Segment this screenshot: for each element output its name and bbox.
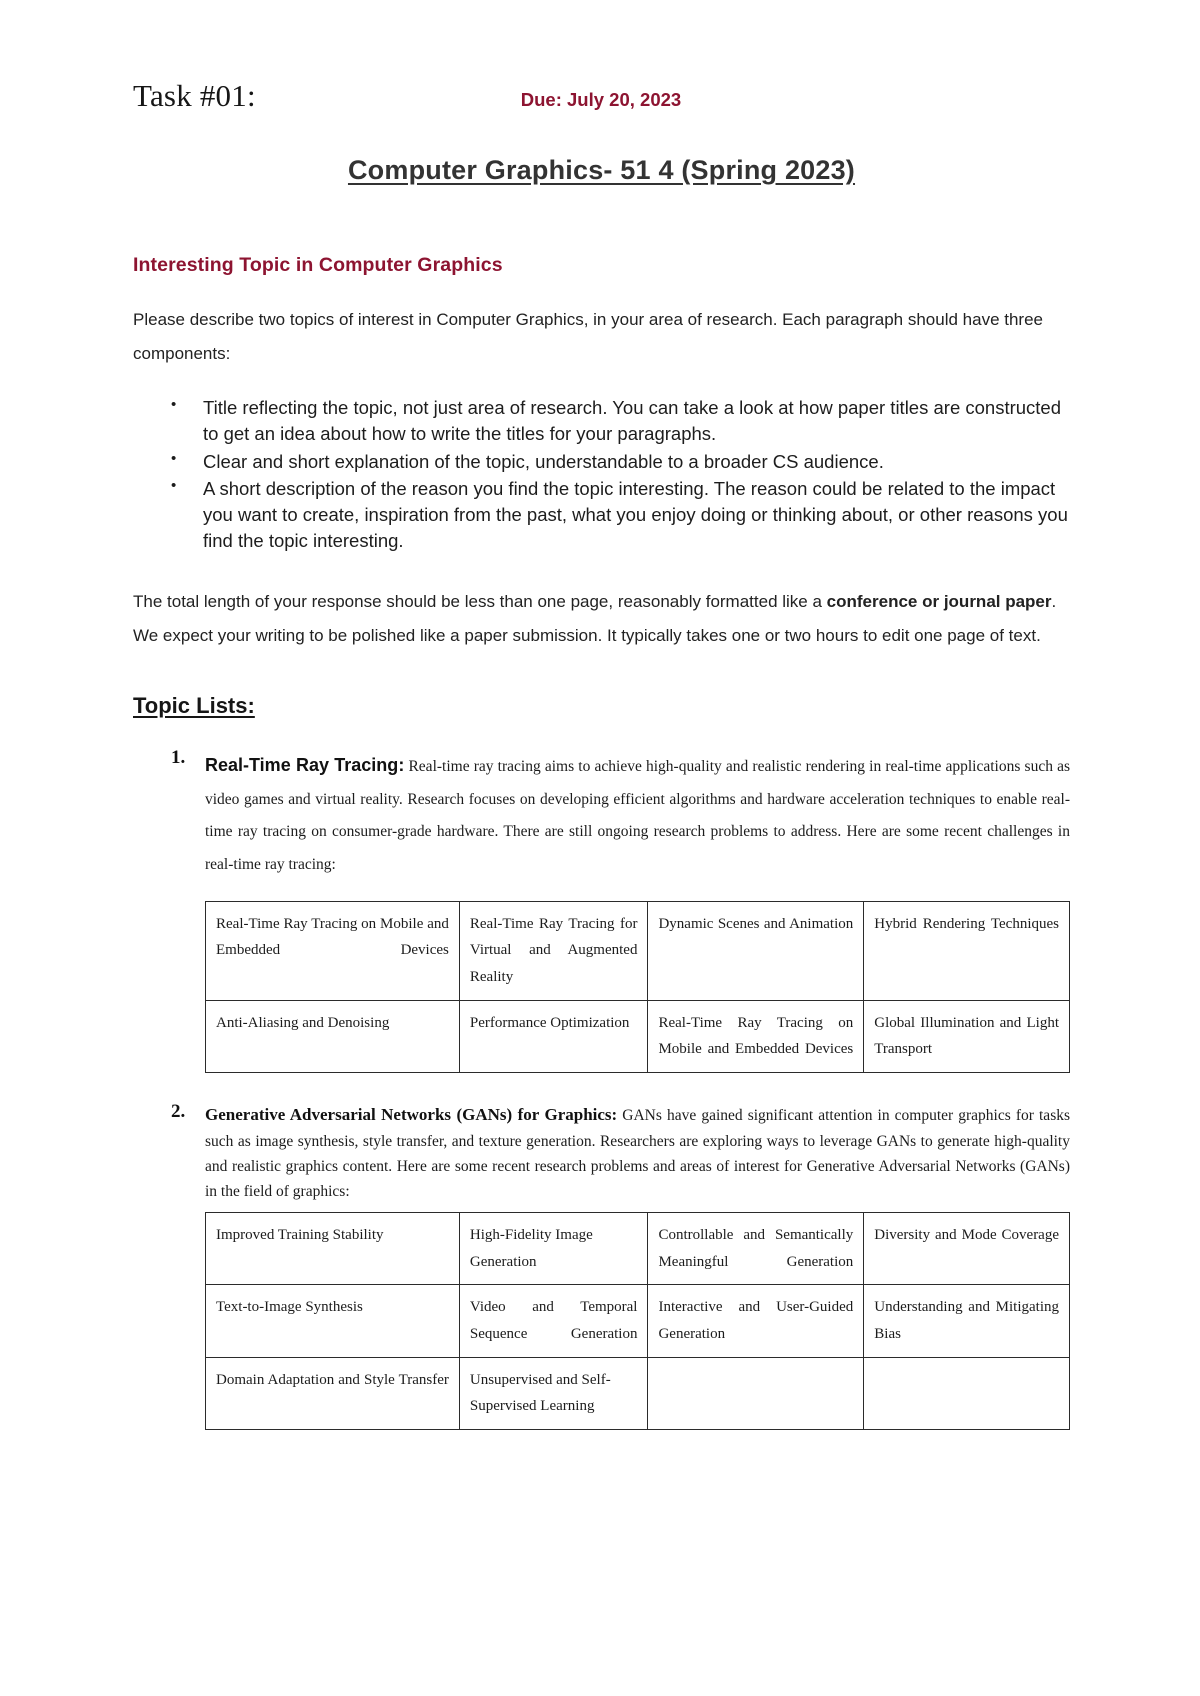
table-cell: Dynamic Scenes and Animation [648,901,864,1000]
requirements-bullet-list [133,395,1070,555]
topic-description: GANs have gained significant attention in computer graphics for tasks such as image synthesis, style transfer, and texture generation. Researchers are exploring ways to leverage GANs to generate high-quality and realistic graphics content. Here are some recent research problems and areas of interest for Generative Adversarial Networks (GANs) in the field of graphics: [205,1107,1071,1200]
table-cell: Unsupervised and Self-Supervised Learning [459,1357,648,1429]
table-cell: Improved Training Stability [206,1213,460,1285]
length-paragraph-part1: The total length of your response should be less than one page, reasonably formatted like a [133,591,827,611]
topic-number: 2. [171,1101,186,1123]
gan-research-problems-table [205,1212,1070,1430]
length-paragraph [133,585,1070,653]
table-cell [864,1357,1070,1429]
topic-paragraph [205,747,1070,881]
topic-description: Real-time ray tracing aims to achieve high-quality and realistic rendering in real-time applications such as video games and virtual reality. Research focuses on developing efficient algorithms and hardware acceleration techniques to enable real-time ray tracing on consumer-grade hardware. There are still ongoing research problems to address. Here are some recent challenges in real-time ray tracing: [205,757,1071,873]
ray-tracing-challenges-table [205,901,1070,1073]
task-label: Task #01: [133,78,256,113]
list-item: • A short description of the reason you find the topic interesting. The reason could be related to the impact you want to create, inspiration from the past, what you enjoy doing or thinking about, or other reasons you find the topic interesting. [201,476,1070,555]
due-date: Due: July 20, 2023 [520,89,682,110]
table-cell: High-Fidelity Image Generation [459,1213,648,1285]
topic-title: Generative Adversarial Networks (GANs) for Graphics: [205,1105,618,1125]
table-row [206,1357,1070,1429]
topic-title-separator: : [398,754,405,775]
table-cell: Global Illumination and Light Transport [864,1000,1070,1072]
table-row [206,1285,1070,1357]
table-row [206,1213,1070,1285]
table-cell: Real-Time Ray Tracing on Mobile and Embedded Devices [206,901,460,1000]
table-cell: Understanding and Mitigating Bias [864,1285,1070,1357]
list-item: • Clear and short explanation of the topic, understandable to a broader CS audience. [201,449,1070,475]
table-cell: Diversity and Mode Coverage [864,1213,1070,1285]
table-cell: Text-to-Image Synthesis [206,1285,460,1357]
section-heading: Interesting Topic in Computer Graphics [133,254,503,276]
topic-paragraph [205,1101,1070,1204]
document-header [133,78,1070,124]
topic-item-2 [133,1101,1070,1430]
table-cell: Domain Adaptation and Style Transfer [206,1357,460,1429]
topic-title: Real-Time Ray Tracing [205,754,399,775]
table-cell: Video and Temporal Sequence Generation [459,1285,648,1357]
table-row [206,1000,1070,1072]
table-cell: Hybrid Rendering Techniques [864,901,1070,1000]
intro-paragraph: Please describe two topics of interest in Computer Graphics, in your area of research. Each paragraph should have three components: [133,310,1043,363]
table-cell: Anti-Aliasing and Denoising [206,1000,460,1072]
table-cell: Controllable and Semantically Meaningful Generation [648,1213,864,1285]
table-cell [648,1357,864,1429]
table-cell: Real-Time Ray Tracing for Virtual and Augmented Reality [459,901,648,1000]
topic-item-1 [133,747,1070,1074]
topic-number: 1. [171,746,186,768]
length-paragraph-bold: conference or journal paper [826,591,1052,611]
length-paragraph-part2: . We expect your writing to be polished like a paper submission. It typically takes one or two hours to edit one page of text. [133,591,1057,645]
table-cell: Interactive and User-Guided Generation [648,1285,864,1357]
table-row [206,901,1070,1000]
list-item: • Title reflecting the topic, not just area of research. You can take a look at how paper titles are constructed to get an idea about how to write the titles for your paragraphs. [201,395,1070,448]
topic-lists-heading: Topic Lists: [133,692,255,718]
table-cell: Performance Optimization [459,1000,648,1072]
table-cell: Real-Time Ray Tracing on Mobile and Embedded Devices [648,1000,864,1072]
course-title: Computer Graphics- 51 4 (Spring 2023) [347,155,856,185]
